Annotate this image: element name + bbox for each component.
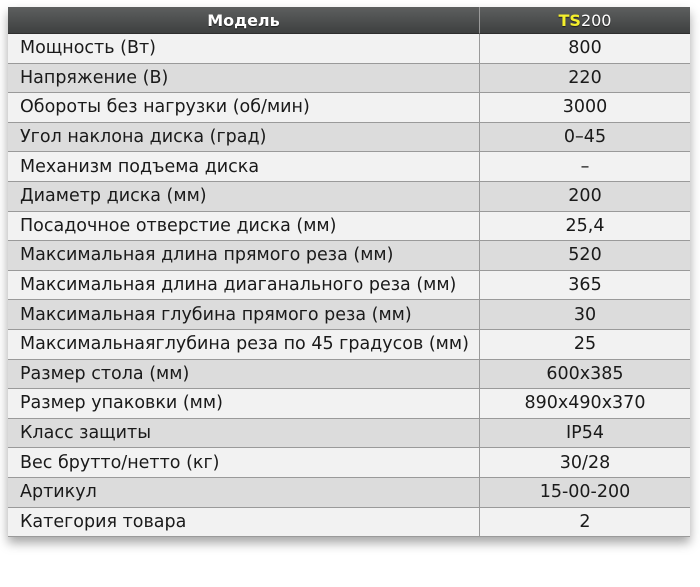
spec-value: 30/28	[480, 448, 690, 478]
header-model	[480, 7, 690, 34]
spec-label: Категория товара	[8, 508, 480, 538]
spec-value: 890х490х370	[480, 389, 690, 419]
header-label: Модель	[8, 7, 480, 34]
article-number: 15-00-200	[480, 478, 690, 508]
spec-value: 800	[480, 34, 690, 64]
table-row	[8, 478, 690, 508]
table-row	[8, 182, 690, 212]
table-row	[8, 360, 690, 390]
spec-label: Мощность (Вт)	[8, 34, 480, 64]
table-row	[8, 123, 690, 153]
spec-label: Обороты без нагрузки (об/мин)	[8, 93, 480, 123]
table-row	[8, 419, 690, 449]
spec-value: 0–45	[480, 123, 690, 153]
spec-label: Артикул	[8, 478, 480, 508]
table-header-row	[8, 7, 690, 34]
spec-table	[8, 7, 690, 537]
table-row	[8, 508, 690, 538]
spec-value: 220	[480, 64, 690, 94]
table-row	[8, 389, 690, 419]
spec-value: 600х385	[480, 360, 690, 390]
spec-label: Механизм подъема диска	[8, 152, 480, 182]
spec-label: Размер упаковки (мм)	[8, 389, 480, 419]
table-row	[8, 271, 690, 301]
table-row	[8, 64, 690, 94]
spec-label: Максимальнаяглубина реза по 45 градусов (мм)	[8, 330, 480, 360]
table-row	[8, 241, 690, 271]
spec-label: Максимальная глубина прямого реза (мм)	[8, 300, 480, 330]
spec-value: 25,4	[480, 212, 690, 242]
spec-value: IP54	[480, 419, 690, 449]
spec-value: 3000	[480, 93, 690, 123]
spec-label: Диаметр диска (мм)	[8, 182, 480, 212]
spec-label: Класс защиты	[8, 419, 480, 449]
spec-label: Вес брутто/нетто (кг)	[8, 448, 480, 478]
spec-value: 2	[480, 508, 690, 538]
spec-label: Посадочное отверстие диска (мм)	[8, 212, 480, 242]
spec-label: Напряжение (В)	[8, 64, 480, 94]
table-row	[8, 152, 690, 182]
spec-value: 25	[480, 330, 690, 360]
table-row	[8, 448, 690, 478]
model-prefix: TS	[558, 10, 581, 30]
spec-value: –	[480, 152, 690, 182]
spec-value: 30	[480, 300, 690, 330]
spec-label: Максимальная длина диаганального реза (мм)	[8, 271, 480, 301]
spec-label: Размер стола (мм)	[8, 360, 480, 390]
table-row	[8, 330, 690, 360]
spec-value: 200	[480, 182, 690, 212]
spec-label: Максимальная длина прямого реза (мм)	[8, 241, 480, 271]
spec-label: Угол наклона диска (град)	[8, 123, 480, 153]
table-row	[8, 212, 690, 242]
spec-value: 520	[480, 241, 690, 271]
spec-value: 365	[480, 271, 690, 301]
table-row	[8, 93, 690, 123]
table-row	[8, 300, 690, 330]
table-row	[8, 34, 690, 64]
model-number: 200	[580, 10, 612, 30]
